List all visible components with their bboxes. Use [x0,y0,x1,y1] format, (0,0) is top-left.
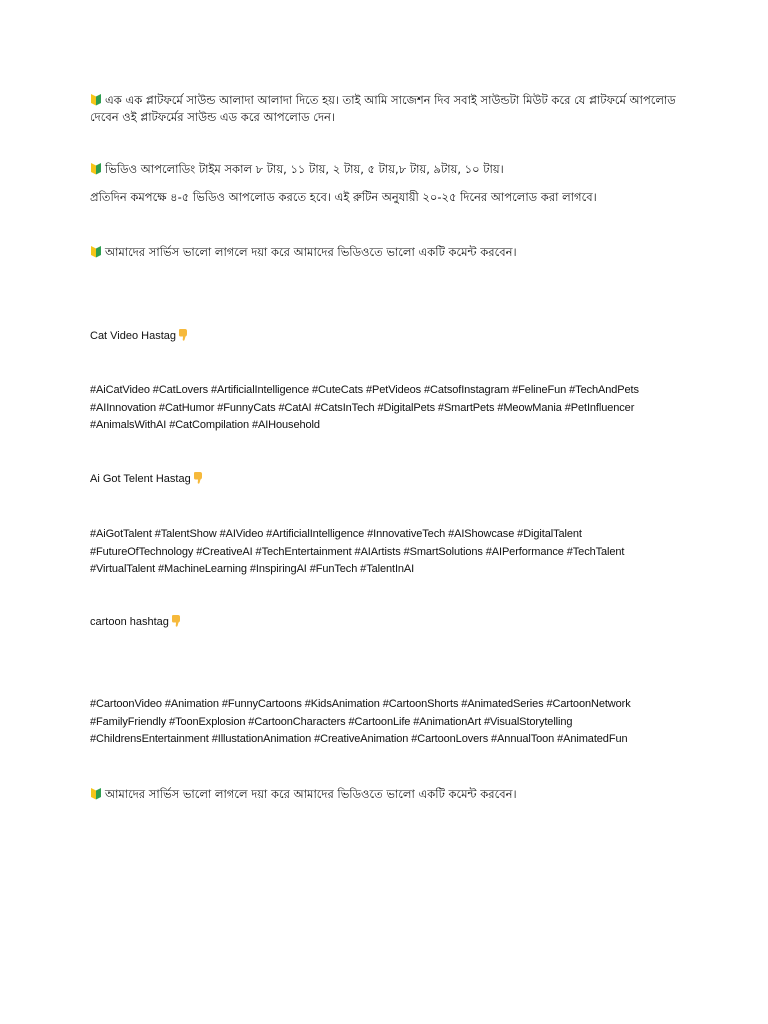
comment-request-text-repeat: আমাদের সার্ভিস ভালো লাগলে দয়া করে আমাদের ভিডিওতে ভালো একটি কমেন্ট করবেন। [105,787,517,801]
talent-heading-text: Ai Got Telent Hastag [90,473,191,485]
sound-instruction-text: এক এক প্লাটফর্মে সাউন্ড আলাদা আলাদা দিতে হয়। তাই আমি সাজেশন দিব সবাই সাউন্ডটা মিউট করে যে প্লাটফর্মে আপলোড দেবেন ওই প্লাটফর্মের সাউন্ড এড করে আপলোড দেন। [90,93,676,124]
daily-upload-paragraph [90,189,680,206]
hashtag-line: #ChildrensEntertainment #IllustationAnimation #CreativeAnimation #CartoonLovers #AnnualToon #AnimatedFun [90,733,628,745]
hashtag-line: #FutureOfTechnology #CreativeAI #TechEntertainment #AIArtists #SmartSolutions #AIPerformance #TechTalent [90,545,625,558]
cartoon-heading-text: cartoon hashtag [90,616,169,628]
comment-request-paragraph [90,244,680,261]
cartoon-hashtag-heading [90,614,680,631]
hashtag-line: #CartoonVideo #Animation #FunnyCartoons #KidsAnimation #CartoonShorts #AnimatedSeries #CartoonNetwork [90,698,631,710]
comment-request-text: আমাদের সার্ভিস ভালো লাগলে দয়া করে আমাদের ভিডিওতে ভালো একটি কমেন্ট করবেন। [105,245,517,259]
cartoon-hashtag-list [90,696,690,749]
hashtag-line: #AnimalsWithAI #CatCompilation #AIHousehold [90,419,320,431]
hashtag-line: #AiGotTalent #TalentShow #AIVideo #ArtificialIntelligence #InnovativeTech #AIShowcase #DigitalTalent [90,528,582,540]
talent-hashtag-list [90,526,690,579]
comment-request-paragraph-repeat [90,786,680,803]
hashtag-line: #AIInnovation #CatHumor #FunnyCats #CatAI #CatsInTech #DigitalPets #SmartPets #MeowMania #PetInfluencer [90,401,635,414]
pointing-down-icon [192,471,204,484]
daily-upload-text: প্রতিদিন কমপক্ষে ৪-৫ ভিডিও আপলোড করতে হবে। এই রুটিন অনুযায়ী ২০-২৫ দিনের আপলোড করা লাগবে। [90,190,597,204]
cat-hashtag-heading [90,328,680,345]
cat-heading-text: Cat Video Hastag [90,330,177,342]
cat-hashtag-list [90,382,690,435]
talent-hashtag-heading [90,471,680,488]
hashtag-line: #FamilyFriendly #ToonExplosion #CartoonCharacters #CartoonLife #AnimationArt #VisualStorytelling [90,715,573,728]
upload-time-text: ভিডিও আপলোডিং টাইম সকাল ৮ টায়, ১১ টায়, ২ টায়, ৫ টায়,৮ টায়, ৯টায়, ১০ টায়। [105,162,504,176]
upload-time-paragraph [90,161,680,178]
hashtag-line: #AiCatVideo #CatLovers #ArtificialIntelligence #CuteCats #PetVideos #CatsofInstagram #FelineFun #TechAndPets [90,384,639,396]
hashtag-line: #VirtualTalent #MachineLearning #InspiringAI #FunTech #TalentInAI [90,563,415,575]
sound-instruction-paragraph [90,92,680,126]
beginner-badge-icon [90,787,102,800]
beginner-badge-icon [90,245,102,258]
beginner-badge-icon [90,93,102,106]
pointing-down-icon [177,328,189,341]
pointing-down-icon [170,614,182,627]
beginner-badge-icon [90,162,102,175]
